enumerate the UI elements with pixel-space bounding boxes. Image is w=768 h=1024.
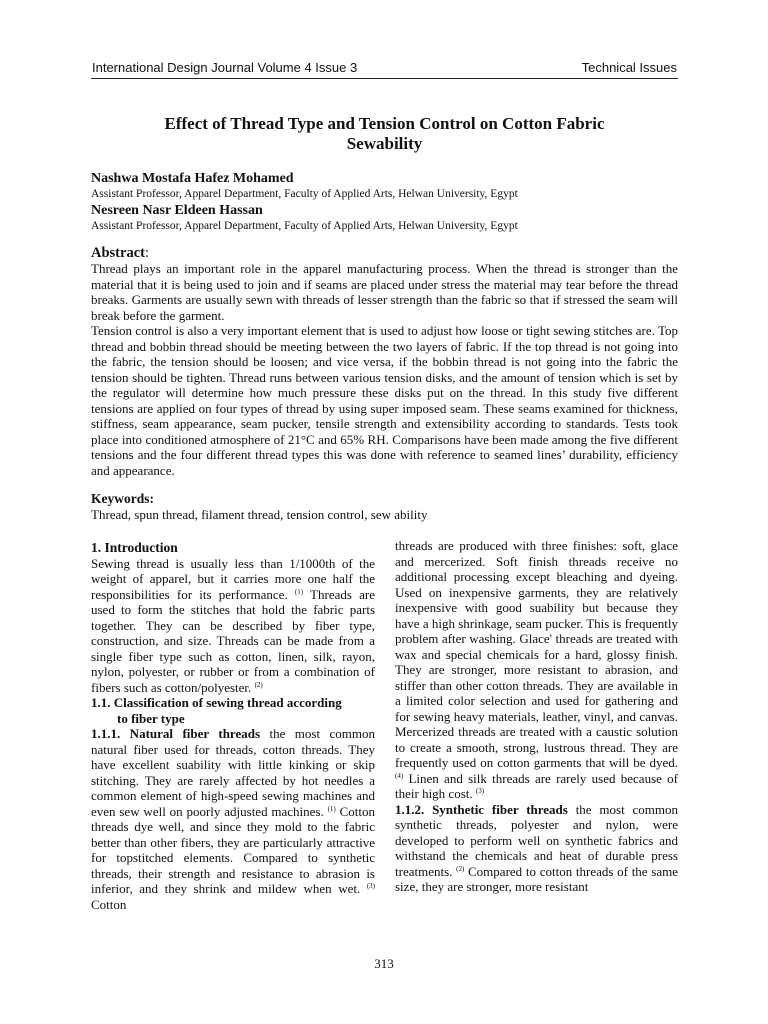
left-column <box>91 540 375 912</box>
author-affiliation: Assistant Professor, Apparel Department, Faculty of Applied Arts, Helwan University, Egypt <box>91 220 518 232</box>
abstract-heading-text: Abstract <box>91 245 145 261</box>
section-name: Technical Issues <box>581 60 677 75</box>
keywords-list: Thread, spun thread, filament thread, tension control, sew ability <box>91 507 428 522</box>
abstract-body <box>91 261 678 478</box>
author-name: Nesreen Nasr Eldeen Hassan <box>91 203 263 218</box>
keywords-heading: Keywords: <box>91 491 154 506</box>
section-heading-classification <box>91 695 375 726</box>
right-column <box>395 538 678 895</box>
abstract-paragraph: Tension control is also a very important element that is used to adjust how loose or tight sewing stitches are. Top thread and bobbin thread should be meeting between the two layers of fabric. If the top thread is not going into the fabric, the tension should be loosen; and vice versa, if the bobbin thread is not going into the fabric the tension should be tighten. Thread runs between various tension disks, and the amount of tension which is set by the regulator will determine how much pressure these disks put on the thread. In this study five different tensions are applied on four types of thread by using super imposed seam. These seams examined for thickness, stiffness, seam appearance, seam pucker, tensile strength and extensibility according to standards. Tests took place into conditioned atmosphere of 21°C and 65% RH. Comparisons have been made among the five different tensions and the four different thread types this was done with reference to seamed lines’ durability, efficiency and appearance. <box>91 323 678 478</box>
text-run: Linen and silk threads are rarely used because of their high cost. <box>395 770 678 801</box>
abstract-heading <box>91 245 149 262</box>
abstract-paragraph: Thread plays an important role in the apparel manufacturing process. When the thread is stronger than the material that it is being used to join and if seams are placed under stress the material may tear before the thread breaks. Garments are usually sewn with threads of lesser strength than the fabric so that if stressed the seam will break before the garment. <box>91 261 678 323</box>
text-run: Cotton <box>91 896 127 912</box>
citation-ref: (3) <box>366 882 376 890</box>
text-run: the most common synthetic threads, polyester and nylon, were developed to perform well on synthetic fabrics and withstand the chemicals and heat of durable press treatments. <box>395 801 678 879</box>
author-block-1 <box>91 170 681 202</box>
body-paragraph <box>395 802 678 895</box>
subsection-heading-natural: 1.1.1. Natural fiber threads <box>91 726 261 741</box>
author-affiliation: Assistant Professor, Apparel Department, Faculty of Applied Arts, Helwan University, Egypt <box>91 188 518 200</box>
journal-name: International Design Journal Volume 4 Issue 3 <box>92 60 358 75</box>
section-heading-introduction: 1. Introduction <box>91 540 178 555</box>
paper-title <box>91 114 678 154</box>
text-run: threads are produced with three finishes: soft, glace and mercerized. Soft finish threads receive no additional processing except bleaching and dyeing. Used on inexpensive garments, they are relatively inexpensive with good suability but because they have a high shrinkage, seam pucker. This is frequently problem after washing. Glace' threads are treated with wax and special chemicals for a hard, glossy finish. They are stronger, more resistant to abrasion, and stiffer than other cotton threads. They are available in a limited color selection and used for gathering and for sewing heavy materials, leather, vinyl, and canvas. Mercerized threads are treated with a caustic solution to create a smooth, strong, lustrous thread. They are frequently used on cotton garments that will be dyed. <box>395 538 678 770</box>
citation-ref: (2) <box>254 680 263 689</box>
text-run: the most common natural fiber used for threads, cotton threads. They have excellent suability with little kinking or skip stitching. They are rarely affected by hot needles a common element of high-speed sewing machines and even sew well on poorly adjusted machines. <box>91 726 375 819</box>
text-run: Cotton threads dye well, and since they mold to the fabric better than other fibers, they are particularly attractive for topstitched elements. Compared to synthetic threads, their strength and resistance to abrasion is inferior, and they shrink and mildew when wet. <box>91 803 376 896</box>
citation-ref: (4) <box>395 771 404 780</box>
citation-ref: (1) <box>327 804 336 813</box>
author-name: Nashwa Mostafa Hafez Mohamed <box>91 171 294 186</box>
heading-line: to fiber type <box>117 710 185 726</box>
citation-ref: (3) <box>475 787 485 795</box>
title-line-2: Sewability <box>346 134 423 153</box>
author-block-2 <box>91 202 681 234</box>
subsection-heading-synthetic: 1.1.2. Synthetic fiber threads <box>395 801 568 817</box>
running-header <box>91 59 678 79</box>
citation-ref: (2) <box>456 864 465 873</box>
heading-line: 1.1. Classification of sewing thread according <box>91 695 342 710</box>
body-paragraph <box>395 538 678 802</box>
body-paragraph <box>91 556 375 696</box>
text-run: Sewing thread is usually less than 1/1000th of the weight of apparel, but it carries more one half the responsibilities for its performance. <box>91 555 375 602</box>
text-run: Compared to cotton threads of the same size, they are stronger, more resistant <box>395 863 679 894</box>
title-line-1: Effect of Thread Type and Tension Control on Cotton Fabric <box>164 114 605 133</box>
page-number: 313 <box>374 956 394 971</box>
abstract-heading-colon: : <box>144 245 149 261</box>
text-run: Threads are used to form the stitches that hold the fabric parts together. They can be described by fiber type, construction, and size. Threads can be made from a single fiber type such as cotton, linen, silk, rayon, nylon, polyester, or rubber or from a combination of fibers such as cotton/polyester. <box>91 586 375 695</box>
body-paragraph <box>91 726 375 912</box>
citation-ref: (1) <box>294 587 304 596</box>
